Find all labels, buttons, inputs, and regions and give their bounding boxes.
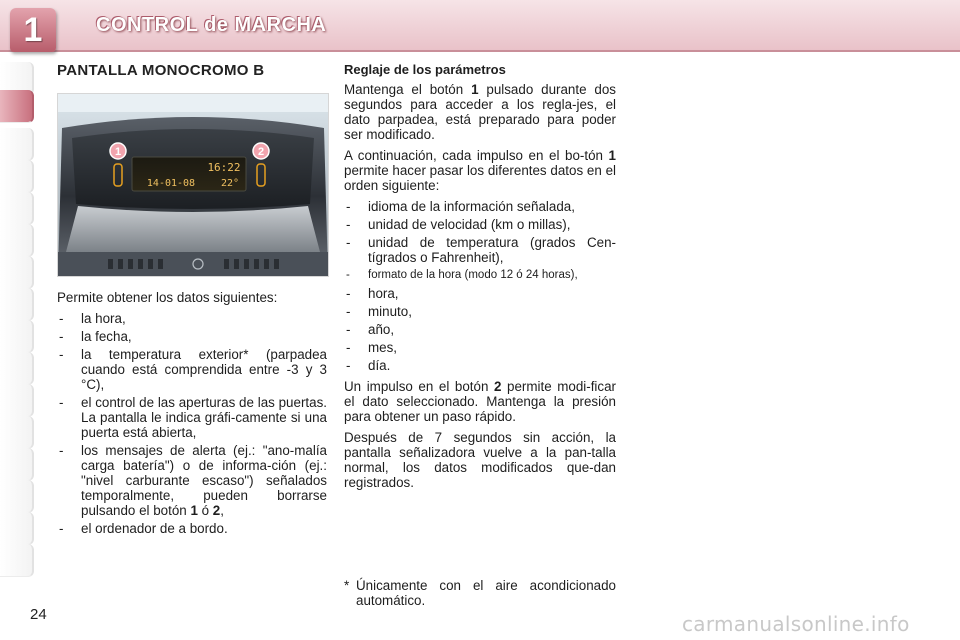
section-title: PANTALLA MONOCROMO B (57, 62, 265, 79)
side-tab[interactable] (0, 480, 34, 513)
footnote (344, 578, 616, 608)
dashboard-illustration (58, 94, 328, 276)
list-item: - el control de las aperturas de las puertas. La pantalla le indica gráfi-camente si una puerta está abierta, (57, 395, 327, 440)
paragraph: Después de 7 segundos sin acción, la pantalla señalizadora vuelve a la pan-talla normal, los datos modificados que-dan registrados. (344, 430, 616, 490)
list-item: - la fecha, (57, 329, 327, 344)
list-item: - formato de la hora (modo 12 ó 24 horas), (344, 268, 616, 283)
button-ref: 1 (608, 148, 616, 163)
button-ref: 1 (471, 82, 479, 97)
side-tab[interactable] (0, 352, 34, 385)
list-item: - unidad de temperatura (grados Cen-tígrados o Fahrenheit), (344, 235, 616, 265)
paragraph-text: A continuación, cada impulso en el bo-tón (344, 148, 609, 163)
side-tab-active[interactable] (0, 90, 34, 123)
callout-1-label: 1 (114, 146, 122, 158)
paragraph (344, 82, 616, 142)
left-column-text (57, 290, 327, 542)
list-item (57, 443, 327, 518)
button-ref: 2 (493, 379, 502, 394)
paragraph-text: Un impulso en el botón (344, 379, 494, 394)
conjunction: ó (197, 503, 213, 518)
paragraph-text: permite modi-ficar el dato seleccionado. Mantenga la presión para obtener un paso rápido. (344, 379, 617, 424)
data-list (57, 311, 327, 536)
intro-paragraph: Permite obtener los datos siguientes: (57, 290, 278, 305)
side-tab[interactable] (0, 544, 34, 577)
list-item: - hora, (344, 286, 616, 301)
lcd-time: 16:22 (207, 161, 241, 174)
paragraph-text: Mantenga el botón (344, 82, 472, 97)
page-number: 24 (30, 606, 47, 623)
settings-order-list (344, 199, 616, 373)
side-tab[interactable] (0, 224, 34, 257)
lcd-temperature: 22° (220, 178, 240, 189)
list-item: - la hora, (57, 311, 327, 326)
side-tab[interactable] (0, 288, 34, 321)
list-item: - mes, (344, 340, 616, 355)
lcd-date: 14-01-08 (146, 178, 196, 189)
callout-2-label: 2 (257, 146, 265, 158)
dashboard-screen-photo (57, 93, 329, 277)
button-ref: 1 (190, 503, 198, 518)
list-item: - día. (344, 358, 616, 373)
side-tab[interactable] (0, 256, 34, 289)
paragraph-text: pulsado durante dos segundos para acceder a los regla-jes, el dato parpadea, está preparado para poder ser modificado. (344, 82, 616, 142)
watermark[interactable]: carmanualsonline.info (682, 612, 910, 636)
footnote-text: Únicamente con el aire acondicionado automático. (356, 578, 616, 608)
list-item-text: los mensajes de alerta (ej.: "ano-malía carga batería") o de informa-ción (ej.: "nivel carburante escaso") señalados temporalmente, pueden borrarse pulsando el botón (81, 443, 327, 518)
side-tab[interactable] (0, 320, 34, 353)
side-tab[interactable] (0, 192, 34, 225)
subsection-title: Reglaje de los parámetros (344, 62, 506, 77)
list-item: - año, (344, 322, 616, 337)
button-ref: 2 (212, 503, 221, 518)
right-column-text (344, 60, 616, 496)
side-tab[interactable] (0, 416, 34, 449)
paragraph-text: permite hacer pasar los diferentes datos en el orden siguiente: (344, 163, 616, 193)
list-item: - idioma de la información señalada, (344, 199, 616, 214)
list-item: - unidad de velocidad (km o millas), (344, 217, 616, 232)
side-tab-strip (0, 62, 34, 577)
page-header (0, 0, 960, 52)
side-tab[interactable] (0, 128, 34, 161)
chapter-tab: 1 (10, 8, 56, 52)
page-title: CONTROL de MARCHA (96, 14, 327, 36)
punctuation: , (220, 503, 224, 518)
side-tab[interactable] (0, 512, 34, 545)
list-item: - la temperatura exterior* (parpadea cuando está comprendida entre -3 y 3 °C), (57, 347, 327, 392)
paragraph (344, 379, 616, 424)
paragraph (344, 148, 616, 193)
side-tab[interactable] (0, 160, 34, 193)
list-item: - minuto, (344, 304, 616, 319)
side-tab[interactable] (0, 448, 34, 481)
side-tab[interactable] (0, 384, 34, 417)
footnote-marker: * (344, 578, 350, 593)
list-item: - el ordenador de a bordo. (57, 521, 327, 536)
